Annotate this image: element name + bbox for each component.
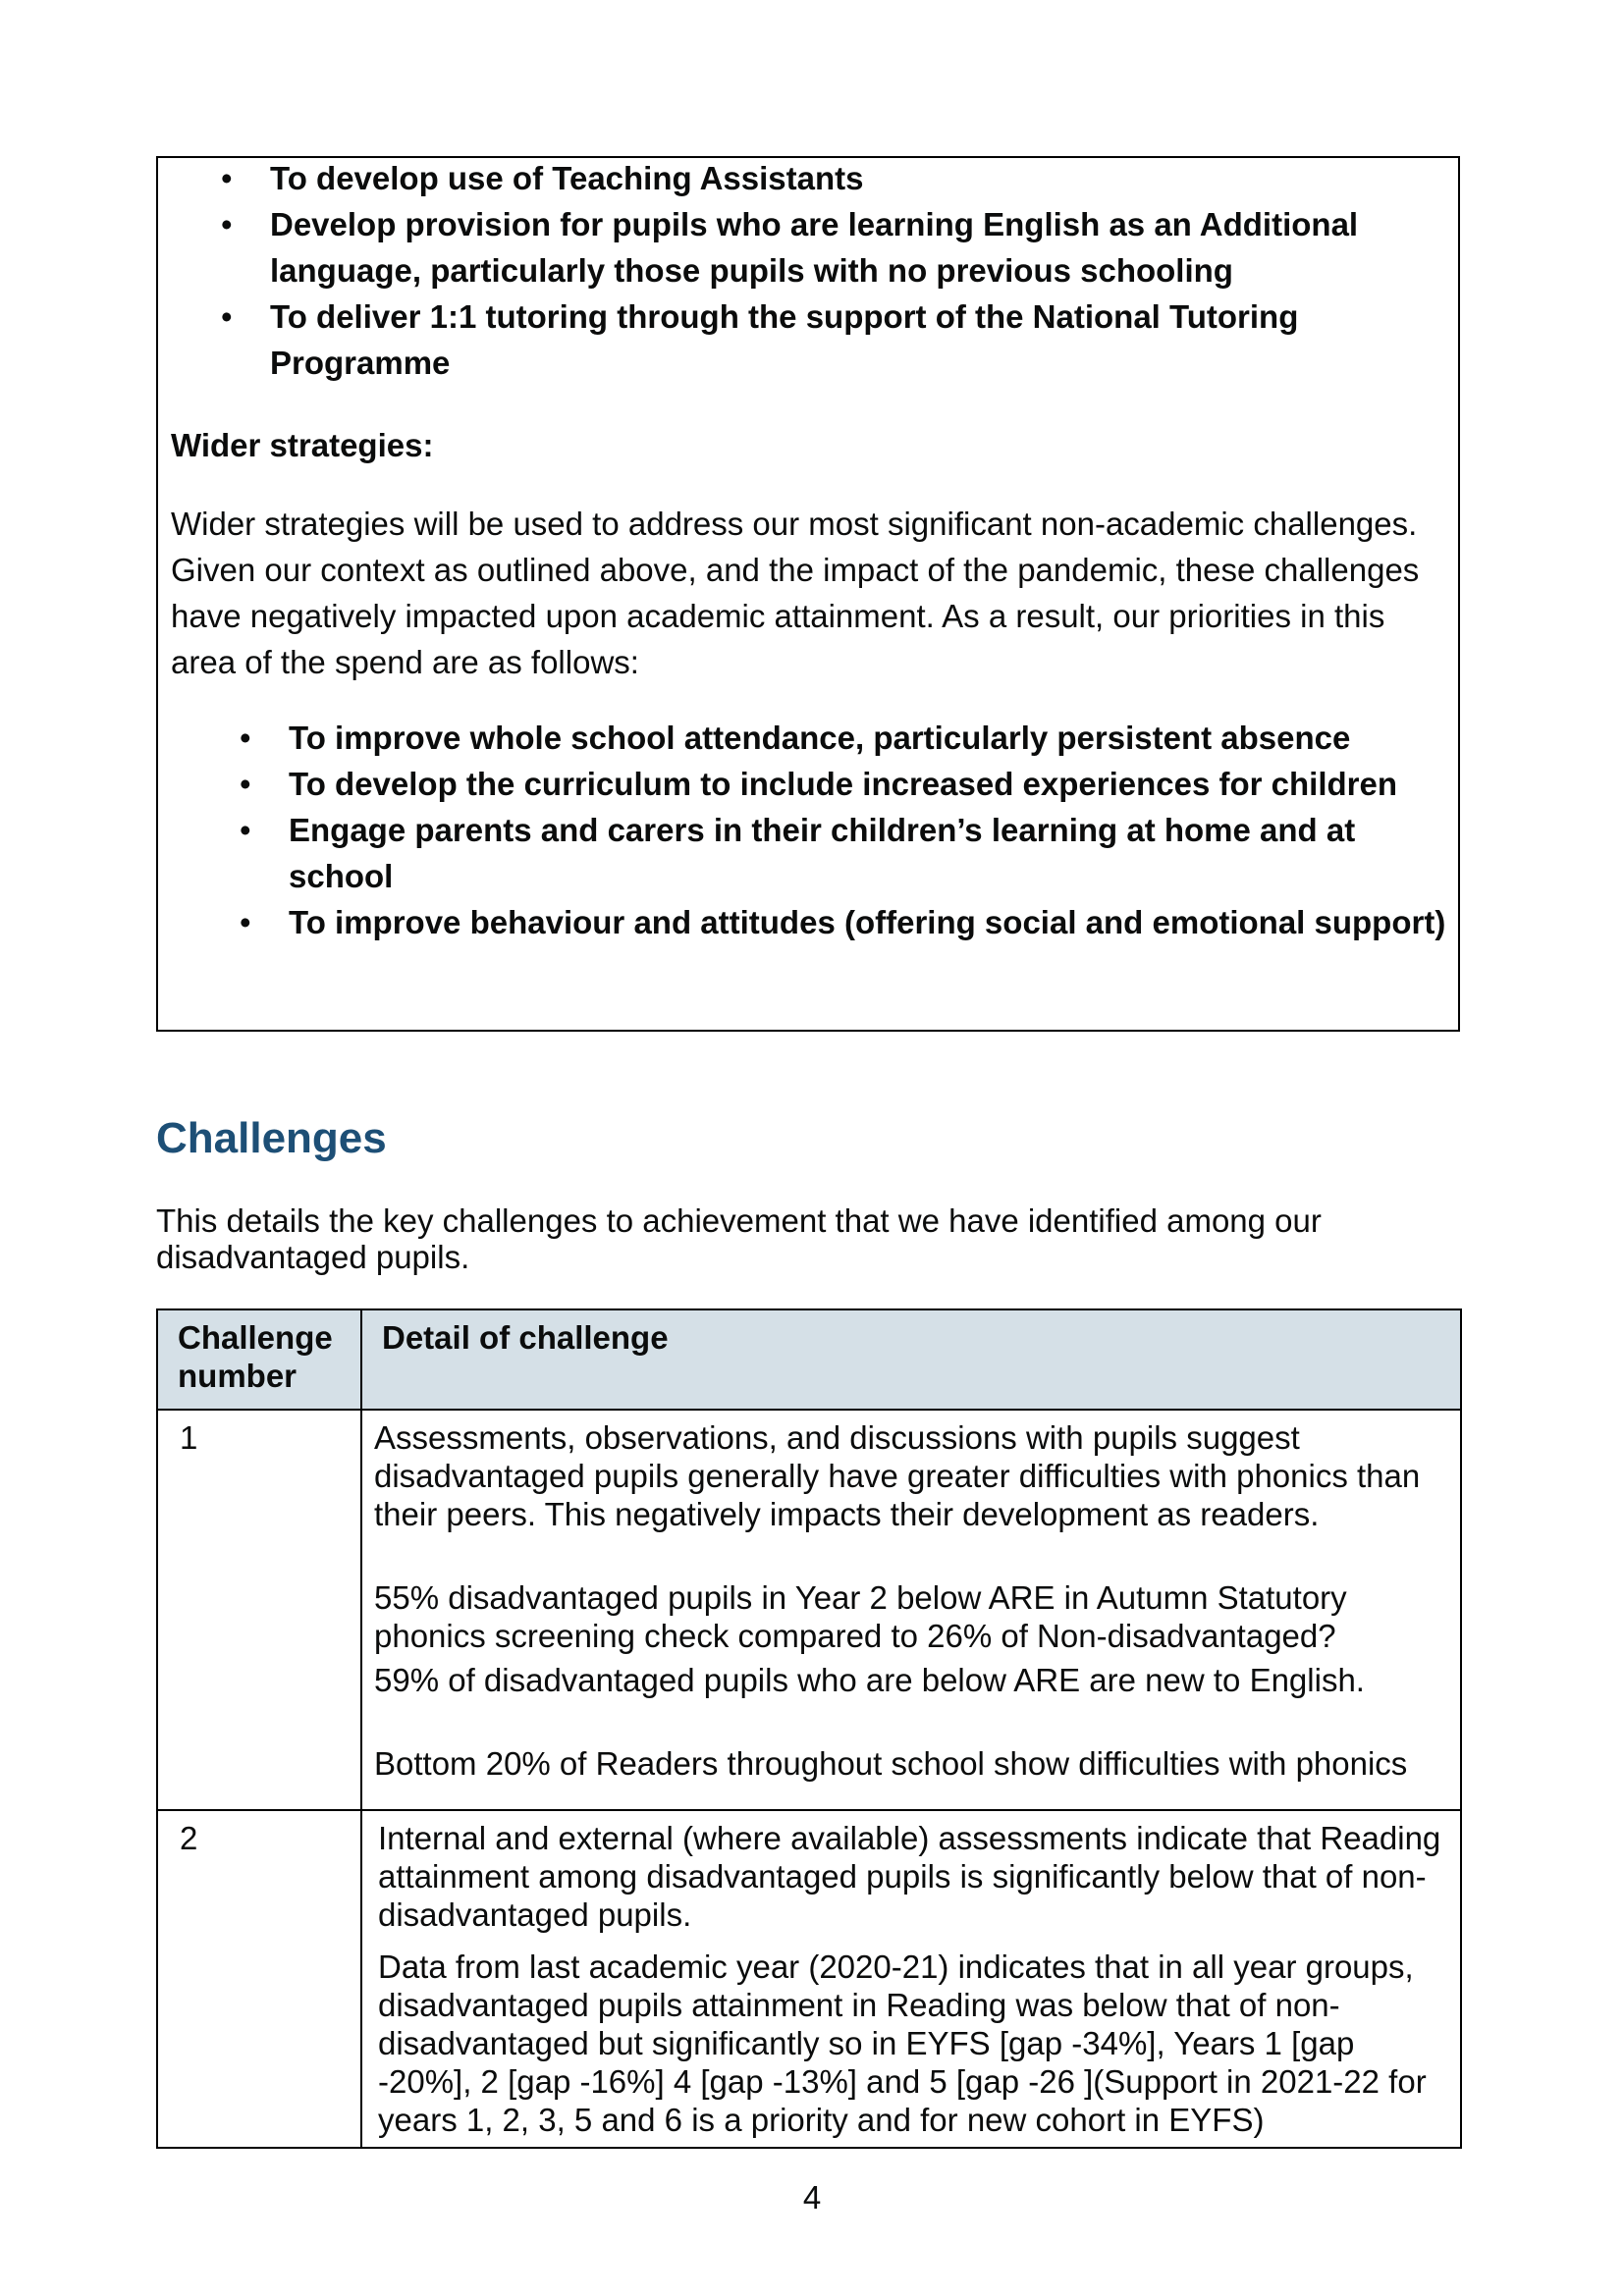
academic-priorities-list: [270, 155, 1429, 386]
section-heading: Challenges: [156, 1114, 387, 1162]
detail-paragraph: Data from last academic year (2020-21) indicates that in all year groups, disadvantaged pupils attainment in Reading was below that of non-disadvantaged but significantly so in EYFS [gap -34%], Years 1 [gap -20%], 2 [gap -16%] 4 [gap -13%] and 5 [gap -26 ](Support in 2021-22 for years 1, 2, 3, 5 and 6 is a priority and for new cohort in EYFS): [378, 1949, 1427, 2138]
list-item: • Engage parents and carers in their children’s learning at home and at school: [289, 807, 1447, 899]
list-item: • Develop provision for pupils who are learning English as an Additional language, particularly those pupils with no previous schooling: [270, 201, 1429, 294]
challenge-number: 2: [157, 1810, 361, 2148]
page-number: 4: [802, 2179, 822, 2216]
list-item: • To develop the curriculum to include increased experiences for children: [289, 761, 1447, 807]
challenge-detail: [361, 1410, 1461, 1810]
detail-paragraph: Assessments, observations, and discussions with pupils suggest disadvantaged pupils generally have greater difficulties with phonics than their peers. This negatively impacts their development as readers.: [374, 1419, 1421, 1532]
challenge-number: 1: [157, 1410, 361, 1810]
wider-priorities-list: [289, 715, 1447, 945]
challenges-table: [156, 1308, 1462, 2149]
column-header-number: Challenge number: [157, 1309, 361, 1410]
list-item: • To deliver 1:1 tutoring through the support of the National Tutoring Programme: [270, 294, 1429, 386]
challenge-detail: [361, 1810, 1461, 2148]
wider-strategies-paragraph: Wider strategies will be used to address our most significant non-academic challenges. Given our context as outlined above, and the impact of the pandemic, these challenges have negatively impacted upon academic attainment. As a result, our priorities in this area of the spend are as follows:: [171, 506, 1420, 680]
section-intro: This details the key challenges to achievement that we have identified among our disadvantaged pupils.: [156, 1202, 1322, 1275]
column-header-detail: Detail of challenge: [361, 1309, 1461, 1410]
wider-strategies-heading: Wider strategies:: [171, 427, 434, 463]
detail-paragraph: Internal and external (where available) assessments indicate that Reading attainment among disadvantaged pupils is significantly below that of non-disadvantaged pupils.: [378, 1820, 1441, 1933]
detail-paragraph: 55% disadvantaged pupils in Year 2 below ARE in Autumn Statutory phonics screening check compared to 26% of Non-disadvantaged?: [374, 1579, 1347, 1654]
detail-paragraph: 59% of disadvantaged pupils who are below ARE are new to English.: [374, 1662, 1365, 1698]
detail-paragraph: Bottom 20% of Readers throughout school show difficulties with phonics: [374, 1745, 1408, 1782]
list-item: • To improve whole school attendance, particularly persistent absence: [289, 715, 1447, 761]
table-row: [157, 1410, 1461, 1810]
list-item: • To improve behaviour and attitudes (offering social and emotional support): [289, 899, 1447, 945]
table-header: [157, 1309, 1461, 1410]
list-item: • To develop use of Teaching Assistants: [270, 155, 1429, 201]
table-row: [157, 1810, 1461, 2148]
